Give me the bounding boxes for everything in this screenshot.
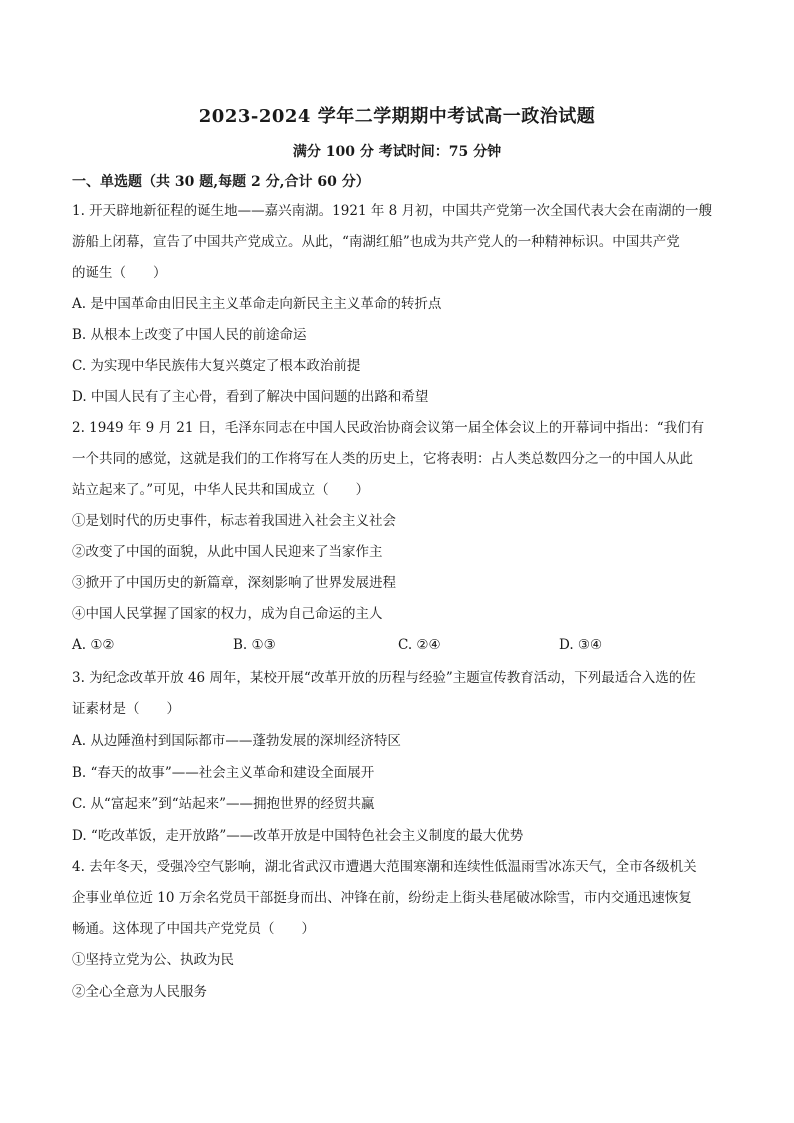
question-text-line: 站立起来了。”可见，中华人民共和国成立（ ）: [72, 482, 370, 498]
question-4-statement-1: ①坚持立党为公、执政为民: [72, 952, 234, 968]
question-text-line: 证素材是（ ）: [72, 701, 180, 717]
question-2-statement-1: ①是划时代的历史事件，标志着我国进入社会主义社会: [72, 513, 396, 529]
question-2-choice-a: A. ①②: [72, 637, 115, 653]
question-4-stem: [72, 852, 724, 945]
question-2-statement-3: ③掀开了中国历史的新篇章，深刻影响了世界发展进程: [72, 575, 396, 591]
question-1-option-a: A. 是中国革命由旧民主主义革命走向新民主主义革命的转折点: [72, 296, 442, 312]
question-3-option-d: D. “吃改革饭，走开放路”——改革开放是中国特色社会主义制度的最大优势: [72, 828, 524, 844]
question-2-statement-2: ②改变了中国的面貌，从此中国人民迎来了当家作主: [72, 544, 383, 560]
exam-info: 满分 100 分 考试时间：75 分钟: [292, 144, 502, 160]
question-text-line: 1. 开天辟地新征程的诞生地——嘉兴南湖。1921 年 8 月初，中国共产党第一次全国代表大会在南湖的一艘: [72, 203, 712, 219]
question-1-option-b: B. 从根本上改变了中国人民的前途命运: [72, 327, 307, 343]
question-2-choice-b: B. ①③: [233, 637, 276, 653]
question-3-option-b: B. “春天的故事”——社会主义革命和建设全面展开: [72, 765, 375, 781]
question-text-line: 企事业单位近 10 万余名党员干部挺身而出、冲锋在前，纷纷走上街头巷尾破冰除雪，市内交通迅速恢复: [72, 890, 692, 906]
question-1-option-d: D. 中国人民有了主心骨，看到了解决中国问题的出路和希望: [72, 389, 429, 405]
page-title: 2023-2024 学年二学期期中考试高一政治试题: [198, 106, 596, 127]
question-2-stem: [72, 413, 724, 506]
question-3-option-c: C. 从“富起来”到“站起来”——拥抱世界的经贸共赢: [72, 796, 375, 812]
question-text-line: 一个共同的感觉，这就是我们的工作将写在人类的历史上，它将表明：占人类总数四分之一的中国人从此: [72, 451, 693, 467]
question-1-option-c: C. 为实现中华民族伟大复兴奠定了根本政治前提: [72, 358, 361, 374]
question-text-line: 的诞生（ ）: [72, 265, 167, 281]
question-text-line: 游船上闭幕，宣告了中国共产党成立。从此，“南湖红船”也成为共产党人的一种精神标识。中国共产党: [72, 234, 680, 250]
question-2-choice-c: C. ②④: [398, 637, 441, 653]
question-2-choice-d: D. ③④: [559, 637, 603, 653]
question-2-choices: [72, 630, 724, 661]
question-1-stem: [72, 196, 724, 289]
question-3-stem: [72, 663, 724, 725]
question-2-statement-4: ④中国人民掌握了国家的权力，成为自己命运的主人: [72, 606, 383, 622]
question-text-line: 3. 为纪念改革开放 46 周年，某校开展“改革开放的历程与经验”主题宣传教育活动，下列最适合入选的佐: [72, 670, 696, 686]
question-4-statement-2: ②全心全意为人民服务: [72, 984, 207, 1000]
section-heading: 一、单选题（共 30 题,每题 2 分,合计 60 分）: [72, 174, 370, 190]
question-3-option-a: A. 从边陲渔村到国际都市——蓬勃发展的深圳经济特区: [72, 733, 401, 749]
question-text-line: 4. 去年冬天，受强冷空气影响，湖北省武汉市遭遇大范围寒潮和连续性低温雨雪冰冻天气，全市各级机关: [72, 859, 697, 875]
question-text-line: 畅通。这体现了中国共产党党员（ ）: [72, 921, 315, 937]
question-text-line: 2. 1949 年 9 月 21 日，毛泽东同志在中国人民政治协商会议第一届全体会议上的开幕词中指出：“我们有: [72, 420, 705, 436]
